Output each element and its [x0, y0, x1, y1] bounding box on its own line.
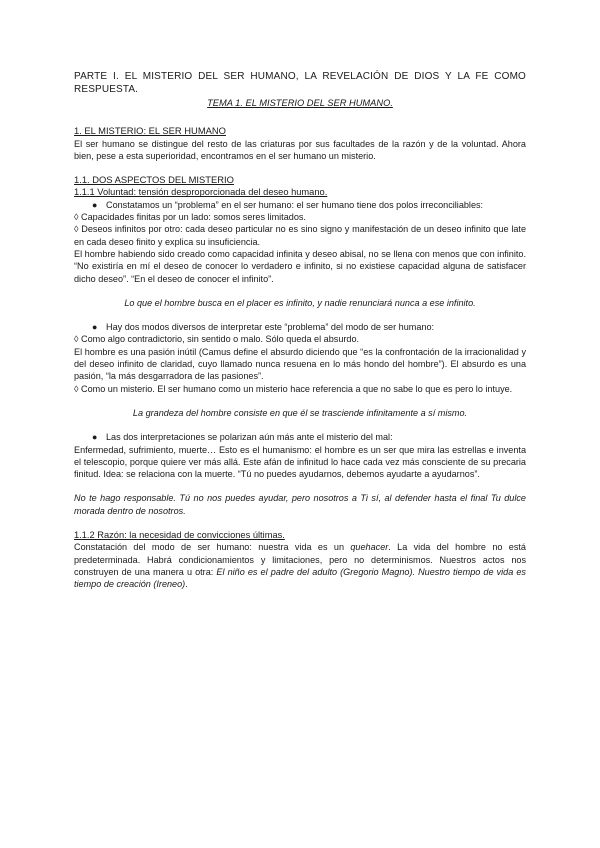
part-heading: PARTE I. EL MISTERIO DEL SER HUMANO, LA REVELACIÓN DE DIOS Y LA FE COMO RESPUESTA.	[74, 71, 526, 95]
diamond-item: ◊ Como algo contradictorio, sin sentido o malo. Sólo queda el absurdo.	[74, 334, 360, 345]
bullet-text: Hay dos modos diversos de interpretar este “problema” del modo de ser humano:	[106, 322, 435, 333]
section-1-1-2-title: 1.1.2 Razón: la necesidad de convicciones últimas.	[74, 530, 285, 541]
text-run: .	[185, 579, 188, 590]
section-1-text: El ser humano se distingue del resto de las criaturas por sus facultades de la razón y de la voluntad. Ahora bien, pese a esta superioridad, encontramos en el ser humano un misterio.	[74, 138, 526, 161]
document-body	[74, 70, 526, 591]
section-1-1-2-text	[74, 541, 526, 590]
tema-heading: TEMA 1. EL MISTERIO DEL SER HUMANO.	[207, 98, 393, 108]
bullet-item	[74, 431, 526, 443]
paragraph: Enfermedad, sufrimiento, muerte… Esto es el humanismo: el hombre es un ser que mira las estrellas e inventa el telescopio, porque quiere ver más allá. Este afán de infinitud lo hace cada vez más consciente de su precaria finitud. Idea: se relaciona con la muerte. “Tú no puedes ayudarnos, debemos ayudarte a ayudarnos”.	[74, 444, 526, 480]
section-1-1-title: 1.1. DOS ASPECTOS DEL MISTERIO	[74, 174, 234, 186]
diamond-item: ◊ Capacidades finitas por un lado: somos seres limitados.	[74, 212, 306, 223]
bullet-icon: ●	[92, 432, 98, 443]
bullet-icon: ●	[92, 322, 98, 333]
diamond-item: ◊ Deseos infinitos por otro: cada deseo particular no es sino signo y manifestación de un deseo infinito que late en cada deseo finito y explica su insuficiencia.	[74, 224, 526, 247]
bullet-text: Las dos interpretaciones se polarizan aún más ante el misterio del mal:	[106, 432, 393, 443]
paragraph: El hombre es una pasión inútil (Camus define el absurdo diciendo que “es la confrontación de la irracionalidad y del deseo infinito de claridad, cuyo llamado nunca resuena en lo más hondo del hombre”). El absurdo es una pasión, “la más desgarradora de las pasiones”.	[74, 346, 526, 382]
emphasis-quehacer: quehacer	[350, 542, 389, 553]
paragraph: El hombre habiendo sido creado como capacidad infinita y deseo abisal, no se llena con menos que con infinito. “No existiría en mí el deseo de conocer lo verdadero e infinito, si no existiese capacidad alguna de satisfacer dicho deseo”. “En el deseo de conocer el infinito”.	[74, 248, 526, 284]
quote: Lo que el hombre busca en el placer es infinito, y nadie renunciará nunca a ese infinito.	[124, 297, 476, 308]
section-1-title: 1. EL MISTERIO: EL SER HUMANO	[74, 125, 226, 137]
text-run: . La vida del hombre no está predeterminada. Habrá condicionamientos y limitaciones, pero no determinismos. Nuestros actos nos construyen de una manera u otra:	[74, 542, 526, 577]
emphasis-quotes: El niño es el padre del adulto (Gregorio Magno). Nuestro tiempo de vida es tiempo de creación (Ireneo)	[74, 566, 526, 590]
quote: No te hago responsable. Tú no nos puedes ayudar, pero nosotros a Ti sí, al defender hasta el final Tu dulce morada dentro de nosotros.	[74, 493, 526, 516]
text-run: Constatación del modo de ser humano: nuestra vida es un	[74, 542, 351, 553]
quote: La grandeza del hombre consiste en que él se trasciende infinitamente a sí mismo.	[132, 407, 468, 418]
section-1-1-1-title: 1.1.1 Voluntad: tensión desproporcionada del deseo humano.	[74, 187, 328, 198]
bullet-item	[74, 321, 526, 333]
bullet-item	[74, 199, 526, 211]
diamond-item: ◊ Como un misterio. El ser humano como un misterio hace referencia a que no sabe lo que es pero lo intuye.	[74, 383, 513, 394]
bullet-icon: ●	[92, 199, 98, 210]
bullet-text: Constatamos un “problema” en el ser humano: el ser humano tiene dos polos irreconciliables:	[106, 199, 484, 210]
